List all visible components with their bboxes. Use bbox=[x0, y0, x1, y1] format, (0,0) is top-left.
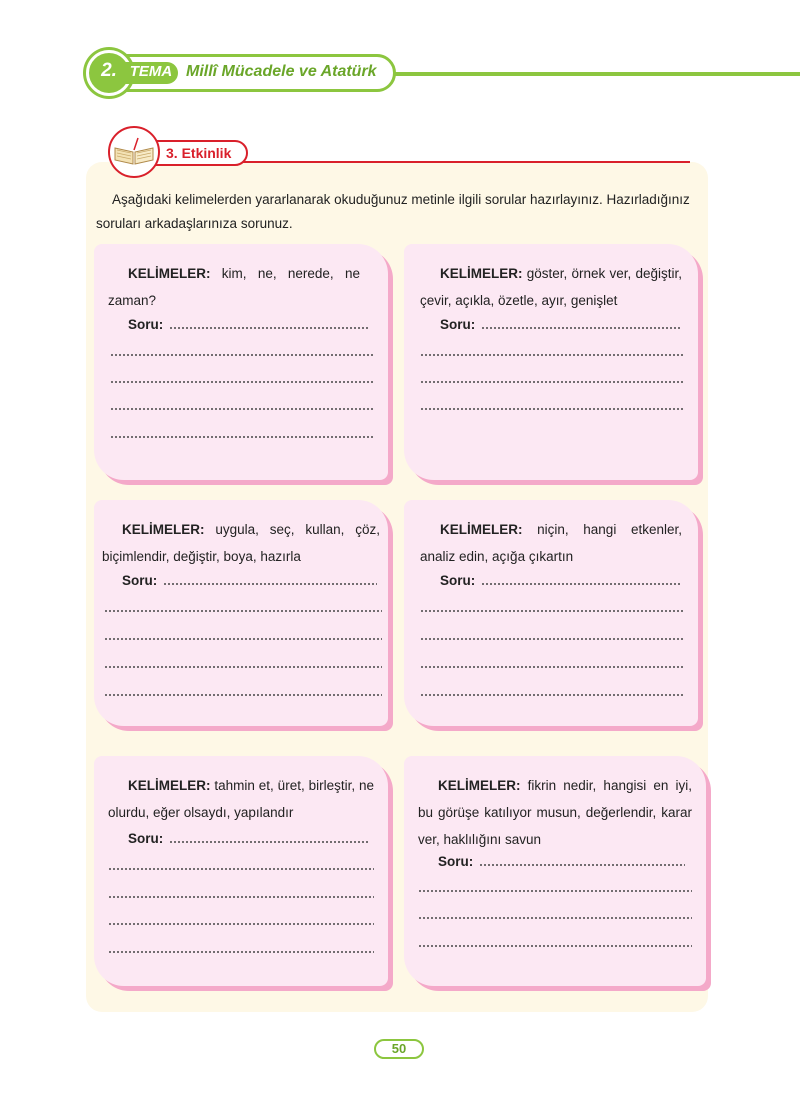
question-card-2 bbox=[404, 244, 698, 480]
card-keywords: KELİMELER: niçin, hangi etkenler, analiz edin, açığa çıkartın bbox=[420, 522, 682, 564]
answer-line[interactable] bbox=[108, 868, 374, 870]
answer-line[interactable] bbox=[420, 638, 684, 640]
question-card-6 bbox=[404, 756, 706, 986]
answer-line[interactable] bbox=[110, 408, 374, 410]
card-question-label: Soru: bbox=[128, 317, 374, 332]
question-card-1 bbox=[94, 244, 388, 480]
answer-line[interactable] bbox=[104, 610, 382, 612]
card-keywords: KELİMELER: uygula, seç, kullan, çöz, biçimlendir, değiştir, boya, hazırla bbox=[102, 522, 380, 564]
answer-line[interactable] bbox=[110, 381, 374, 383]
question-card-5 bbox=[94, 756, 388, 986]
activity-title: 3. Etkinlik bbox=[166, 145, 232, 161]
page-number: 50 bbox=[391, 1041, 407, 1056]
activity-instruction: Aşağıdaki kelimelerden yararlanarak okuduğunuz metinle ilgili sorular hazırlayınız. Hazırladığınız soruları arkadaşlarınıza sorunuz. bbox=[96, 192, 690, 231]
answer-line[interactable] bbox=[418, 917, 692, 919]
answer-line[interactable] bbox=[420, 354, 684, 356]
card-keywords: KELİMELER: tahmin et, üret, birleştir, ne olurdu, eğer olsaydı, yapılandır bbox=[108, 778, 374, 820]
answer-line[interactable] bbox=[104, 638, 382, 640]
answer-line[interactable] bbox=[108, 951, 374, 953]
answer-line[interactable] bbox=[108, 896, 374, 898]
card-question-label: Soru: bbox=[128, 831, 374, 846]
card-keywords: KELİMELER: kim, ne, nerede, ne zaman? bbox=[108, 266, 360, 308]
card-keywords: KELİMELER: fikrin nedir, hangisi en iyi, bu görüşe katılıyor musun, değerlendir, karar ver, haklılığını savun bbox=[418, 778, 692, 847]
answer-line[interactable] bbox=[110, 354, 374, 356]
tema-number: 2. bbox=[101, 60, 117, 81]
answer-line[interactable] bbox=[420, 381, 684, 383]
tema-label: TEMA bbox=[129, 63, 173, 80]
answer-line[interactable] bbox=[104, 694, 382, 696]
answer-line[interactable] bbox=[420, 666, 684, 668]
card-keywords: KELİMELER: göster, örnek ver, değiştir, çevir, açıkla, özetle, ayır, genişlet bbox=[420, 266, 682, 308]
card-question-label: Soru: bbox=[438, 854, 692, 869]
answer-line[interactable] bbox=[420, 408, 684, 410]
card-question-label: Soru: bbox=[122, 573, 384, 588]
answer-line[interactable] bbox=[420, 694, 684, 696]
answer-line[interactable] bbox=[104, 666, 382, 668]
answer-line[interactable] bbox=[108, 923, 374, 925]
question-card-3 bbox=[94, 500, 388, 726]
answer-line[interactable] bbox=[110, 436, 374, 438]
card-question-label: Soru: bbox=[440, 317, 686, 332]
open-book-icon bbox=[112, 136, 156, 168]
header-rule bbox=[380, 72, 800, 76]
tema-title: Millî Mücadele ve Atatürk bbox=[186, 63, 377, 80]
answer-line[interactable] bbox=[418, 945, 692, 947]
card-question-label: Soru: bbox=[440, 573, 686, 588]
question-card-4 bbox=[404, 500, 698, 726]
answer-line[interactable] bbox=[420, 610, 684, 612]
answer-line[interactable] bbox=[418, 890, 692, 892]
